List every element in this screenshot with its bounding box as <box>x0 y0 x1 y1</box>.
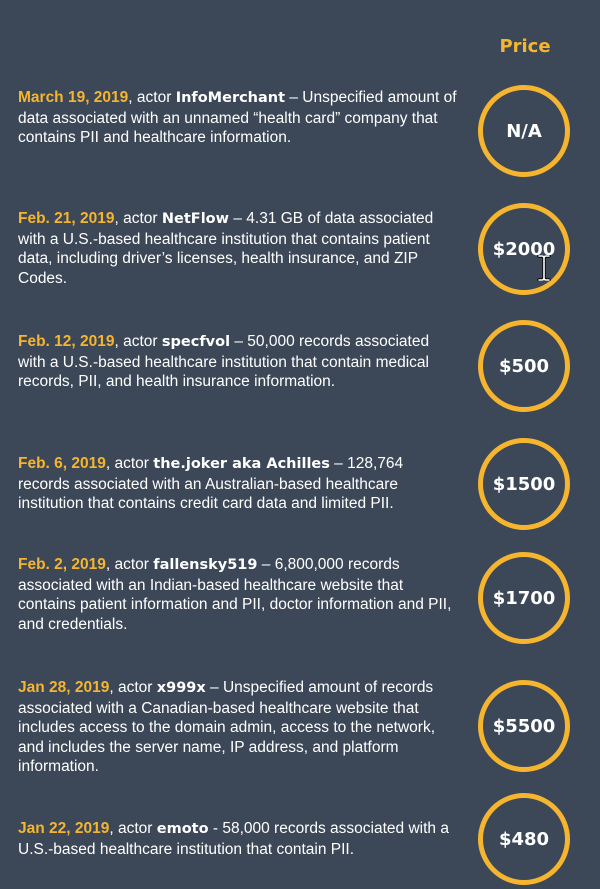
listing-entry <box>18 332 458 392</box>
actor-prefix: , actor <box>105 556 154 573</box>
actor-name: x999x <box>156 680 206 696</box>
price-badge: $5500 <box>478 680 570 772</box>
actor-name: fallensky519 <box>153 557 258 573</box>
actor-prefix: , actor <box>109 820 157 837</box>
listing-date: Jan 28, 2019 <box>18 679 110 696</box>
text-cursor-icon <box>537 255 551 281</box>
price-badge: N/A <box>478 85 570 177</box>
actor-name: NetFlow <box>161 211 230 227</box>
listing-entry <box>18 555 458 634</box>
listing-description: – 50,000 records associated with a U.S.-based healthcare institution that contain medical records, PII, and health insurance information. <box>18 333 430 390</box>
listing-entry <box>18 819 458 859</box>
actor-prefix: , actor <box>109 679 157 696</box>
listing-description: – 6,800,000 records associated with an Indian-based healthcare website that contains patient information and PII, doctor information and PII, and credentials. <box>18 556 452 633</box>
listing-entry <box>18 88 458 148</box>
actor-name: specfvol <box>161 334 231 350</box>
listing-date: Feb. 2, 2019 <box>18 556 106 573</box>
listing-description: - 58,000 records associated with a U.S.-based healthcare institution that contain PII. <box>18 820 449 858</box>
listing-entry <box>18 678 458 777</box>
actor-prefix: , actor <box>128 89 176 106</box>
actor-name: the.joker aka Achilles <box>153 456 330 472</box>
price-badge: $1500 <box>478 438 570 530</box>
listing-entry <box>18 454 458 514</box>
listing-date: Feb. 21, 2019 <box>18 210 115 227</box>
listing-date: Feb. 12, 2019 <box>18 333 115 350</box>
listing-description: – 128,764 records associated with an Australian-based healthcare institution that contains credit card data and limited PII. <box>18 455 404 512</box>
price-badge: $500 <box>478 320 570 412</box>
price-column-header: Price <box>499 36 551 57</box>
listing-date: Jan 22, 2019 <box>18 820 110 837</box>
listing-date: Feb. 6, 2019 <box>18 455 106 472</box>
price-badge: $480 <box>478 793 570 885</box>
actor-prefix: , actor <box>114 333 162 350</box>
actor-name: emoto <box>156 821 209 837</box>
listing-description: – 4.31 GB of data associated with a U.S.-based healthcare institution that contains patient data, including driver’s licenses, health insurance, and ZIP Codes. <box>18 210 434 287</box>
listing-description: – Unspecified amount of records associated with a Canadian-based healthcare website that includes access to the domain admin, access to the network, and includes the server name, IP address, and platform information. <box>18 679 435 775</box>
listing-date: March 19, 2019 <box>18 89 129 106</box>
listing-entry <box>18 209 458 288</box>
price-badge: $1700 <box>478 552 570 644</box>
actor-prefix: , actor <box>105 455 154 472</box>
price-badge: $2000 <box>478 203 570 295</box>
actor-name: InfoMerchant <box>175 90 286 106</box>
listing-description: – Unspecified amount of data associated with an unnamed “health card” company that contains PII and healthcare information. <box>18 89 457 146</box>
actor-prefix: , actor <box>114 210 162 227</box>
